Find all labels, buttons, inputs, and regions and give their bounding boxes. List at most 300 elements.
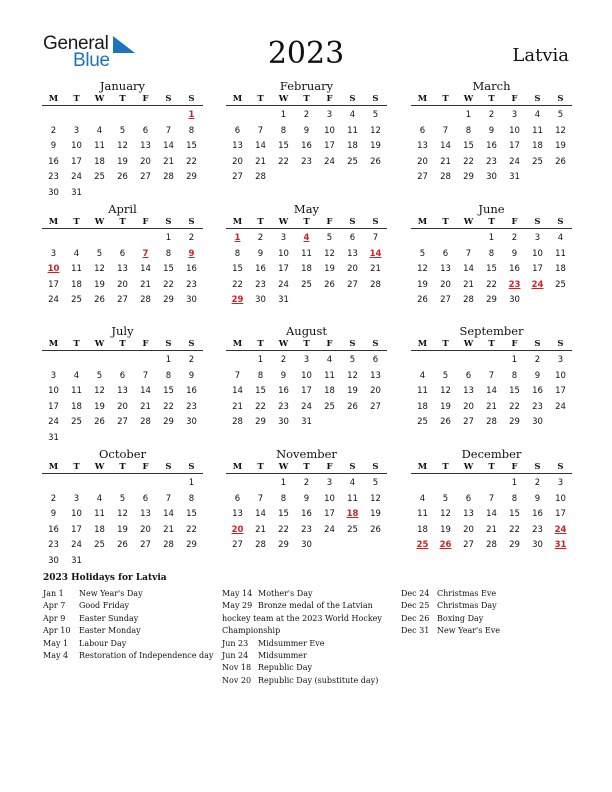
day-cell: 25	[347, 156, 358, 167]
empty-cell	[411, 108, 434, 124]
day-cell: 10	[71, 141, 82, 151]
weekday-label: S	[349, 94, 356, 104]
holiday-day-cell: 25	[416, 540, 429, 550]
day-cell: 12	[555, 125, 566, 136]
weekday-label: S	[165, 94, 172, 104]
holiday-item	[43, 613, 213, 625]
day-cell: 3	[511, 110, 518, 120]
day-cell: 29	[463, 172, 474, 182]
holiday-day-cell: 9	[188, 248, 195, 259]
holiday-name: Republic Day	[258, 663, 312, 673]
day-cell: 23	[278, 401, 289, 412]
day-cell: 28	[140, 295, 151, 305]
weekday-label: T	[257, 94, 264, 104]
weekday-header	[411, 216, 572, 229]
weekday-label: M	[48, 217, 59, 227]
day-cell: 1	[280, 478, 287, 488]
day-cell: 12	[417, 264, 428, 274]
day-cell: 11	[347, 493, 358, 504]
day-cell: 17	[71, 524, 82, 535]
day-cell: 9	[257, 248, 264, 259]
empty-cell	[226, 353, 249, 369]
day-cell: 6	[419, 125, 426, 136]
day-cell: 4	[419, 370, 426, 381]
day-cell: 18	[71, 401, 82, 412]
day-cell: 7	[442, 125, 449, 136]
holiday-name: Mother's Day	[258, 589, 313, 598]
day-cell: 14	[486, 386, 497, 396]
holiday-item	[222, 675, 382, 687]
day-cell: 16	[255, 264, 266, 274]
day-cell: 18	[532, 141, 543, 151]
day-grid	[411, 353, 572, 431]
day-cell: 23	[532, 524, 543, 535]
day-cell: 18	[324, 386, 335, 396]
empty-cell	[480, 476, 503, 492]
day-cell: 22	[278, 524, 289, 535]
day-cell: 20	[463, 401, 474, 412]
weekday-label: M	[232, 217, 243, 227]
day-cell: 12	[117, 509, 128, 519]
day-grid	[42, 231, 203, 309]
day-cell: 15	[278, 141, 289, 151]
day-cell: 1	[488, 233, 495, 243]
holiday-name: Christmas Day	[437, 601, 497, 611]
day-cell: 5	[372, 478, 379, 488]
empty-cell	[226, 476, 249, 492]
empty-cell	[65, 476, 88, 492]
holiday-name: Labour Day	[79, 638, 127, 648]
day-cell: 2	[303, 478, 310, 488]
day-cell: 18	[347, 141, 358, 151]
day-cell: 15	[278, 509, 289, 519]
day-cell: 26	[440, 417, 451, 427]
day-cell: 28	[486, 417, 497, 427]
day-grid	[411, 231, 572, 309]
holiday-item	[401, 613, 500, 625]
day-cell: 10	[555, 370, 566, 381]
holiday-name: Championship	[222, 626, 281, 636]
empty-cell	[457, 476, 480, 492]
day-cell: 12	[440, 509, 451, 519]
holiday-date: May 14	[222, 589, 253, 598]
weekday-label: S	[165, 462, 172, 472]
day-cell: 5	[372, 110, 379, 120]
day-cell: 4	[73, 370, 80, 381]
day-cell: 8	[165, 370, 172, 381]
empty-cell	[134, 231, 157, 247]
empty-cell	[434, 353, 457, 369]
day-cell: 4	[557, 233, 564, 243]
weekday-label: T	[119, 94, 126, 104]
day-cell: 2	[511, 233, 518, 243]
day-cell: 23	[186, 401, 197, 412]
day-cell: 13	[417, 141, 428, 151]
weekday-label: S	[557, 217, 564, 227]
weekday-label: W	[278, 217, 289, 227]
day-cell: 26	[347, 401, 358, 412]
holiday-item	[43, 650, 213, 662]
day-cell: 27	[463, 540, 474, 550]
day-cell: 14	[163, 509, 174, 519]
holiday-day-cell: 4	[303, 233, 310, 243]
day-cell: 19	[555, 141, 566, 151]
holiday-item	[401, 625, 500, 637]
day-cell: 1	[257, 355, 264, 365]
day-cell: 10	[532, 248, 543, 259]
day-cell: 23	[532, 401, 543, 412]
weekday-label: T	[488, 217, 495, 227]
day-cell: 14	[486, 509, 497, 519]
weekday-header	[411, 461, 572, 474]
day-cell: 4	[534, 110, 541, 120]
day-cell: 15	[255, 386, 266, 396]
weekday-label: W	[463, 217, 474, 227]
weekday-label: T	[488, 462, 495, 472]
day-cell: 9	[488, 125, 495, 136]
holiday-day-cell: 1	[234, 233, 241, 243]
day-cell: 20	[140, 524, 151, 535]
weekday-label: M	[48, 94, 59, 104]
empty-cell	[457, 231, 480, 247]
month-september	[411, 324, 572, 431]
day-cell: 31	[71, 555, 82, 566]
day-cell: 17	[48, 279, 59, 290]
holiday-item	[43, 588, 213, 600]
weekday-label: T	[257, 339, 264, 349]
day-cell: 7	[372, 233, 379, 243]
day-cell: 7	[234, 370, 241, 381]
empty-cell	[134, 108, 157, 124]
day-cell: 5	[419, 248, 426, 259]
weekday-label: S	[188, 339, 195, 349]
day-cell: 21	[232, 401, 243, 412]
day-cell: 15	[186, 141, 197, 151]
day-cell: 8	[280, 493, 287, 504]
day-cell: 11	[417, 386, 428, 396]
day-cell: 24	[71, 172, 82, 182]
weekday-label: T	[257, 217, 264, 227]
weekday-label: F	[511, 339, 518, 349]
day-cell: 2	[534, 478, 541, 488]
day-cell: 8	[257, 370, 264, 381]
day-cell: 13	[140, 509, 151, 519]
empty-cell	[226, 108, 249, 124]
day-cell: 17	[324, 509, 335, 519]
day-cell: 5	[96, 370, 103, 381]
day-cell: 7	[257, 125, 264, 136]
day-cell: 9	[511, 248, 518, 259]
day-grid	[226, 108, 387, 186]
day-cell: 10	[48, 386, 59, 396]
day-cell: 28	[255, 540, 266, 550]
day-cell: 15	[232, 264, 243, 274]
day-cell: 11	[71, 264, 82, 274]
empty-cell	[480, 353, 503, 369]
day-cell: 17	[324, 141, 335, 151]
day-cell: 5	[119, 493, 126, 504]
day-cell: 30	[186, 295, 197, 305]
logo-word-blue: Blue	[73, 50, 110, 71]
weekday-label: M	[48, 339, 59, 349]
weekday-label: F	[326, 339, 333, 349]
day-cell: 6	[442, 248, 449, 259]
month-name: December	[461, 447, 522, 461]
day-cell: 21	[486, 401, 497, 412]
weekday-label: S	[349, 217, 356, 227]
day-cell: 16	[186, 264, 197, 274]
day-cell: 31	[71, 187, 82, 198]
day-cell: 30	[532, 540, 543, 550]
holiday-item	[222, 662, 382, 674]
empty-cell	[111, 476, 134, 492]
weekday-label: F	[142, 94, 149, 104]
day-cell: 22	[278, 156, 289, 167]
day-cell: 2	[50, 493, 57, 504]
day-cell: 8	[488, 248, 495, 259]
holiday-day-cell: 14	[369, 248, 382, 259]
day-cell: 22	[509, 401, 520, 412]
month-april	[42, 202, 203, 309]
day-cell: 17	[555, 386, 566, 396]
day-cell: 9	[534, 493, 541, 504]
month-name: March	[472, 79, 511, 93]
day-cell: 29	[486, 295, 497, 305]
empty-cell	[434, 231, 457, 247]
day-cell: 6	[465, 370, 472, 381]
holiday-date: Apr 9	[43, 613, 66, 623]
day-cell: 15	[509, 509, 520, 519]
day-cell: 7	[488, 370, 495, 381]
weekday-header	[226, 93, 387, 106]
empty-cell	[134, 476, 157, 492]
weekday-label: F	[326, 462, 333, 472]
month-july	[42, 324, 203, 446]
holiday-date: May 1	[43, 638, 69, 648]
day-cell: 12	[440, 386, 451, 396]
weekday-label: T	[488, 339, 495, 349]
day-cell: 12	[370, 493, 381, 504]
day-cell: 27	[370, 401, 381, 412]
weekday-label: M	[232, 94, 243, 104]
holiday-day-cell: 31	[554, 540, 567, 550]
day-cell: 4	[96, 493, 103, 504]
day-cell: 7	[257, 493, 264, 504]
empty-cell	[134, 353, 157, 369]
day-cell: 13	[463, 386, 474, 396]
page-title-year: 2023	[267, 36, 345, 71]
weekday-label: M	[232, 462, 243, 472]
day-cell: 4	[349, 110, 356, 120]
day-cell: 29	[186, 540, 197, 550]
day-cell: 18	[301, 264, 312, 274]
weekday-label: M	[417, 94, 428, 104]
month-february	[226, 79, 387, 186]
day-cell: 3	[557, 478, 564, 488]
day-cell: 22	[509, 524, 520, 535]
holiday-name: Midsummer	[258, 651, 307, 661]
day-cell: 8	[165, 248, 172, 259]
month-name: September	[459, 324, 524, 338]
day-cell: 23	[301, 156, 312, 167]
weekday-label: F	[326, 217, 333, 227]
day-cell: 25	[301, 279, 312, 290]
day-cell: 24	[278, 279, 289, 290]
month-name: July	[111, 324, 134, 338]
day-cell: 1	[465, 110, 472, 120]
weekday-label: S	[349, 339, 356, 349]
day-cell: 14	[255, 509, 266, 519]
day-cell: 9	[280, 370, 287, 381]
empty-cell	[65, 353, 88, 369]
weekday-label: S	[188, 217, 195, 227]
holiday-name: Midsummer Eve	[258, 638, 325, 648]
weekday-label: S	[372, 462, 379, 472]
day-cell: 25	[94, 540, 105, 550]
day-cell: 5	[349, 355, 356, 365]
day-cell: 20	[232, 156, 243, 167]
day-cell: 11	[347, 125, 358, 136]
holiday-date: Dec 26	[401, 613, 430, 623]
holiday-name: hockey team at the 2023 World Hockey	[222, 613, 382, 623]
day-cell: 25	[417, 417, 428, 427]
empty-cell	[457, 353, 480, 369]
day-cell: 29	[163, 417, 174, 427]
logo-word-general: General	[43, 33, 109, 54]
weekday-label: T	[73, 94, 80, 104]
day-cell: 25	[347, 524, 358, 535]
weekday-label: T	[488, 94, 495, 104]
weekday-label: W	[463, 94, 474, 104]
day-grid	[411, 108, 572, 186]
day-cell: 26	[417, 295, 428, 305]
month-june	[411, 202, 572, 309]
day-cell: 23	[255, 279, 266, 290]
day-cell: 30	[255, 295, 266, 305]
day-cell: 27	[117, 417, 128, 427]
day-cell: 14	[140, 386, 151, 396]
day-cell: 28	[255, 172, 266, 182]
empty-cell	[411, 231, 434, 247]
day-cell: 4	[326, 355, 333, 365]
weekday-label: W	[278, 339, 289, 349]
day-cell: 3	[73, 125, 80, 136]
day-cell: 30	[186, 417, 197, 427]
empty-cell	[42, 476, 65, 492]
holiday-name: Easter Sunday	[79, 613, 139, 623]
day-cell: 24	[324, 524, 335, 535]
day-cell: 10	[324, 493, 335, 504]
day-cell: 19	[94, 279, 105, 290]
month-august	[226, 324, 387, 431]
day-cell: 2	[50, 125, 57, 136]
day-cell: 13	[232, 509, 243, 519]
day-cell: 13	[232, 141, 243, 151]
day-cell: 11	[555, 248, 566, 259]
day-cell: 4	[73, 248, 80, 259]
day-cell: 25	[555, 279, 566, 290]
day-cell: 27	[463, 417, 474, 427]
day-cell: 6	[465, 493, 472, 504]
day-cell: 19	[370, 141, 381, 151]
weekday-label: S	[165, 339, 172, 349]
day-cell: 21	[440, 156, 451, 167]
day-cell: 20	[117, 279, 128, 290]
month-march	[411, 79, 572, 186]
day-cell: 23	[301, 524, 312, 535]
weekday-header	[42, 216, 203, 229]
day-cell: 14	[440, 141, 451, 151]
weekday-label: T	[303, 94, 310, 104]
day-cell: 28	[232, 417, 243, 427]
holiday-item	[43, 600, 213, 612]
weekday-label: M	[48, 462, 59, 472]
day-cell: 27	[140, 540, 151, 550]
day-cell: 16	[301, 141, 312, 151]
day-cell: 21	[486, 524, 497, 535]
day-cell: 16	[48, 156, 59, 167]
day-cell: 27	[117, 295, 128, 305]
weekday-header	[411, 338, 572, 351]
day-cell: 12	[324, 248, 335, 259]
empty-cell	[411, 353, 434, 369]
day-cell: 28	[463, 295, 474, 305]
day-cell: 12	[94, 264, 105, 274]
weekday-label: W	[278, 462, 289, 472]
day-cell: 18	[417, 524, 428, 535]
day-cell: 14	[140, 264, 151, 274]
day-cell: 13	[463, 509, 474, 519]
empty-cell	[88, 476, 111, 492]
day-cell: 23	[486, 156, 497, 167]
day-cell: 23	[48, 172, 59, 182]
day-cell: 10	[555, 493, 566, 504]
weekday-label: F	[511, 217, 518, 227]
holiday-date: May 29	[222, 601, 253, 611]
day-cell: 2	[303, 110, 310, 120]
holiday-date: Dec 31	[401, 626, 430, 636]
holiday-date: Apr 10	[43, 626, 71, 636]
day-cell: 8	[188, 125, 195, 136]
day-cell: 28	[140, 417, 151, 427]
day-cell: 20	[417, 156, 428, 167]
day-grid	[226, 231, 387, 309]
day-cell: 3	[326, 478, 333, 488]
day-cell: 15	[163, 264, 174, 274]
day-cell: 18	[555, 264, 566, 274]
day-cell: 21	[255, 156, 266, 167]
holiday-item	[401, 588, 500, 600]
day-cell: 21	[163, 524, 174, 535]
day-cell: 17	[509, 141, 520, 151]
weekday-label: S	[534, 94, 541, 104]
holiday-day-cell: 20	[231, 524, 244, 535]
day-cell: 24	[555, 401, 566, 412]
weekday-label: F	[142, 339, 149, 349]
day-cell: 7	[165, 125, 172, 136]
day-grid	[226, 476, 387, 554]
empty-cell	[42, 231, 65, 247]
day-cell: 1	[165, 233, 172, 243]
weekday-label: T	[303, 217, 310, 227]
weekday-label: M	[417, 462, 428, 472]
holiday-item	[222, 588, 382, 600]
day-cell: 19	[324, 264, 335, 274]
day-cell: 19	[94, 401, 105, 412]
weekday-label: T	[119, 217, 126, 227]
weekday-label: W	[463, 462, 474, 472]
month-name: June	[478, 202, 505, 216]
